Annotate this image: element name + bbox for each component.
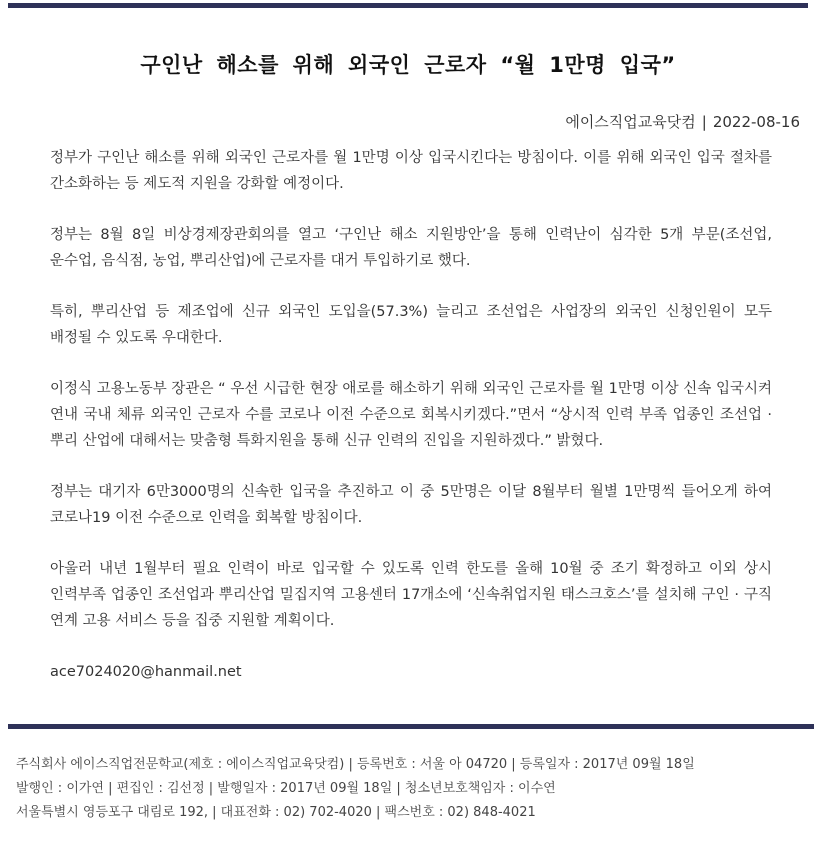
site-footer — [16, 753, 816, 825]
byline-separator: | — [701, 113, 707, 131]
article-paragraph: 특히, 뿌리산업 등 제조업에 신규 외국인 도입을(57.3%) 늘리고 조선업은 사업장의 외국인 신청인원이 모두 배정될 수 있도록 우대한다. — [50, 304, 772, 346]
article-byline — [565, 111, 800, 132]
article-date: 2022-08-16 — [712, 113, 800, 131]
article-paragraph: 정부는 8월 8일 비상경제장관회의를 열고 ‘구인난 해소 지원방안’을 통해 인력난이 심각한 5개 부문(조선업, 운수업, 음식점, 농업, 뿌리산업)에 근로자를 대거 투입하기로 했다. — [50, 227, 772, 269]
article-body — [50, 145, 772, 685]
article-paragraph: 정부가 구인난 해소를 위해 외국인 근로자를 월 1만명 이상 입국시킨다는 방침이다. 이를 위해 외국인 입국 절차를 간소화하는 등 제도적 지원을 강화할 예정이다. — [50, 150, 772, 192]
top-divider — [8, 3, 808, 8]
bottom-divider — [8, 724, 814, 729]
article-paragraph: 이정식 고용노동부 장관은 “ 우선 시급한 현장 애로를 해소하기 위해 외국인 근로자를 월 1만명 이상 신속 입국시켜 연내 국내 체류 외국인 근로자 수를 코로나 이전 수준으로 회복시키겠다.”면서 “상시적 인력 부족 업종인 조선업 · 뿌리 산업에 대해서는 맞춤형 특화지원을 통해 신규 인력의 진입을 지원하겠다.” 밝혔다. — [50, 381, 772, 449]
article-paragraph: 정부는 대기자 6만3000명의 신속한 입국을 추진하고 이 중 5만명은 이달 8월부터 월별 1만명씩 들어오게 하여 코로나19 이전 수준으로 인력을 회복할 방침이다. — [50, 484, 772, 526]
article-paragraph: 아울러 내년 1월부터 필요 인력이 바로 입국할 수 있도록 인력 한도를 올해 10월 중 조기 확정하고 이외 상시 인력부족 업종인 조선업과 뿌리산업 밀집지역 고용센터 17개소에 ‘신속취업지원 태스크호스’를 설치해 구인 · 구직 연계 고용 서비스 등을 집중 지원할 계획이다. — [50, 561, 772, 629]
article-source: 에이스직업교육닷컴 — [565, 113, 696, 131]
footer-publisher-info: 발행인 : 이가연 | 편집인 : 김선정 | 발행일자 : 2017년 09월 18일 | 청소년보호책임자 : 이수연 — [16, 781, 556, 796]
article-headline: 구인난 해소를 위해 외국인 근로자 “월 1만명 입국” — [140, 53, 676, 78]
author-email-link[interactable]: ace7024020@hanmail.net — [50, 664, 242, 680]
footer-company-info: 주식회사 에이스직업전문학교(제호 : 에이스직업교육닷컴) | 등록번호 : 서울 아 04720 | 등록일자 : 2017년 09월 18일 — [16, 757, 695, 772]
footer-contact-info: 서울특별시 영등포구 대림로 192, | 대표전화 : 02) 702-4020 | 팩스번호 : 02) 848-4021 — [16, 805, 536, 820]
